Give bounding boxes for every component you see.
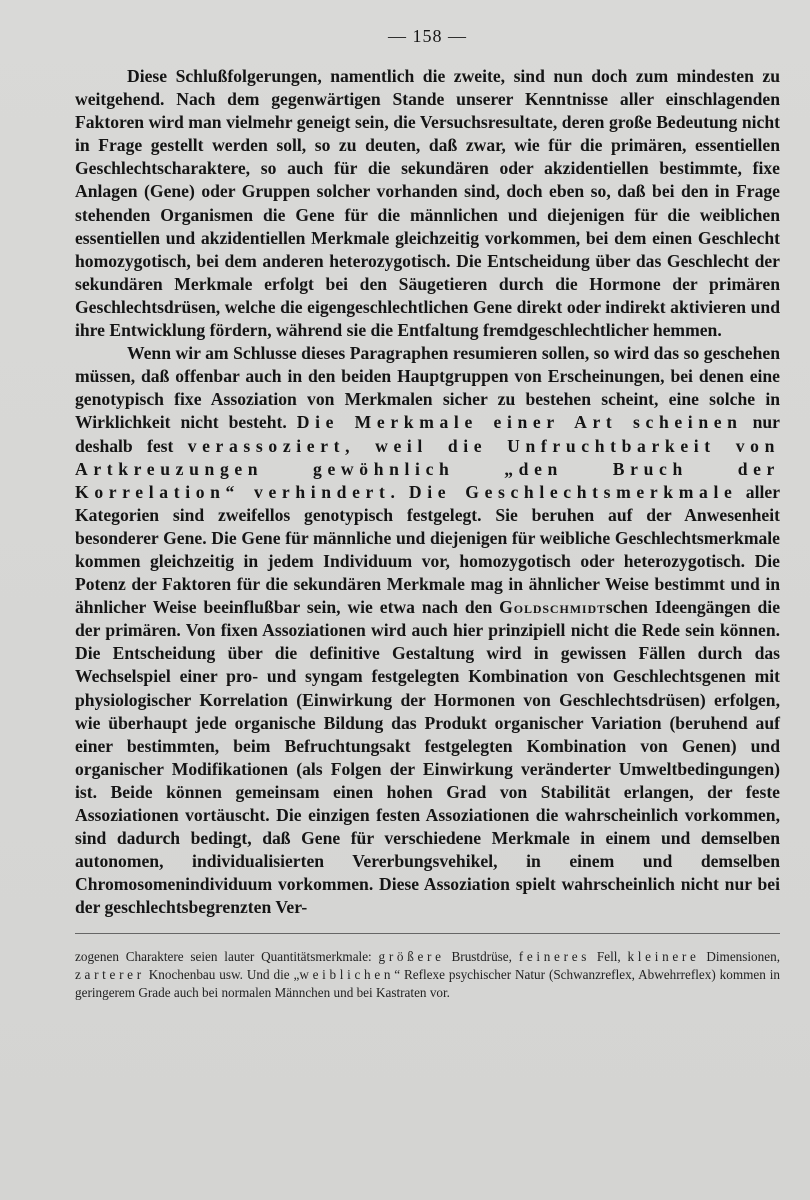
p2-spaced-2: verassoziert, weil die Unfruchtbarkeit von Artkreuzungen gewöhnlich „den Bruch der Korrelation“ verhindert. (75, 435, 780, 502)
p2-text-3 (401, 482, 409, 502)
p2-text-2: nur deshalb fest (75, 412, 780, 456)
fn-text-6: “ Reflexe psychischer Natur (Schwanzreflex, Abwehrreflex) kommen in geringerem Grade auch bei normalen Männchen und bei Kastraten vor. (75, 967, 780, 1001)
fn-spaced-5: weiblichen (299, 967, 395, 983)
author-name-goldschmidt: Goldschmidt (499, 597, 606, 618)
fn-text-3: Fell, (590, 949, 628, 965)
page-number (75, 26, 780, 47)
fn-spaced-3: kleinere (627, 949, 700, 965)
footnote (75, 933, 780, 1002)
fn-spaced-4: zarterer (75, 967, 145, 983)
paragraph-1: Diese Schlußfolgerungen, namentlich die zweite, sind nun doch zum mindesten zu weitgehend. Nach dem gegenwärtigen Stande unserer Kenntnisse aller einschlagenden Faktoren wird man vielmehr geneigt sein, die Versuchsresultate, deren große Bedeutung nicht in Frage gestellt werden soll, so zu deuten, daß zwar, wie für die primären, essentiellen Geschlechtscharaktere, so auch für die sekundären oder akzidentiellen bestimmte, fixe Anlagen (Gene) oder Gruppen solcher vorhanden sind, doch eben so, daß bei den in Frage stehenden Organismen die Gene für die männlichen und diejenigen für die weiblichen essentiellen und akzidentiellen Merkmale gleichzeitig vorkommen, bei dem einen Geschlecht homozygotisch, bei dem anderen heterozygotisch. Die Entscheidung über das Geschlecht der sekundären Merkmale erfolgt bei den Säugetieren durch die Hormone der primären Geschlechtsdrüsen, welche die eigengeschlechtlichen Gene direkt oder indirekt aktivieren und ihre Entwicklung fördern, während sie die Entfaltung fremdgeschlechtlicher hemmen. (75, 66, 780, 341)
fn-spaced-2: feineres (518, 949, 591, 965)
main-text (75, 65, 780, 919)
page-number-text: — 158 — (388, 26, 467, 46)
fn-spaced-1: größere (378, 949, 445, 965)
p2-spaced-3: Die Geschlechtsmerkmale (408, 481, 738, 502)
p2-text-4: aller Kategorien sind zweifellos genotypisch festgelegt. Sie beruhen auf der Anwesenheit besonderer Gene. Die Gene für männliche und diejenigen für weibliche Geschlechtsmerkmale kommen gleichzeitig in jedem Individuum vor, homozygotisch oder heterozygotisch. Die Potenz der Faktoren für die sekundären Merkmale mag in ähnlicher Weise bestimmt und in ähnlicher Weise beeinflußbar sein, wie etwa nach den (75, 481, 780, 618)
fn-text-4: Dimensionen, (699, 949, 780, 965)
fn-text-2: Brustdrüse, (444, 949, 519, 965)
fn-text-5: Knochenbau usw. Und die „ (144, 967, 300, 983)
p2-text-1: Wenn wir am Schlusse dieses Paragraphen resumieren sollen, so wird das so geschehen müssen, daß offenbar auch in den beiden Hauptgruppen von Erscheinungen, bei denen eine genotypisch fixe Assoziation von Merkmalen sicher zu bestehen scheint, eine solche in Wirklichkeit nicht besteht. (75, 343, 780, 433)
fn-text-1: zogenen Charaktere seien lauter Quantitätsmerkmale: (75, 949, 379, 965)
paragraph-2 (75, 342, 780, 919)
p2-text-5: schen Ideengängen die der primären. Von fixen Assoziationen wird auch hier prinzipiell nicht die Rede sein können. Die Entscheidung über die definitive Gestaltung wird in gewissen Fällen durch das Wechselspiel einer pro- und syngam festgelegten Kombination von Geschlechtsgenen mit physiologischer Korrelation (Einwirkung der Hormonen von Geschlechtsdrüsen) erfolgen, wie überhaupt jede organische Bildung das Produkt organischer Variation (beruhend auf einer bestimmten, beim Befruchtungsakt festgelegten Kombination von Genen) und organischer Modifikationen (als Folgen der Einwirkung veränderter Umweltbedingungen) ist. Beide können gemeinsam einen hohen Grad von Stabilität erlangen, der feste Assoziationen vortäuscht. Die einzigen festen Assoziationen die wahrscheinlich vorkommen, sind dadurch bedingt, daß Gene für verschiedene Merkmale in einem und demselben autonomen, individualisierten Vererbungsvehikel, in einem und demselben Chromosomenindividuum vorkommen. Diese Assoziation spielt wahrscheinlich nicht nur bei der geschlechtsbegrenzten Ver- (75, 597, 780, 918)
p2-spaced-1: Die Merkmale einer Art scheinen (296, 412, 743, 433)
